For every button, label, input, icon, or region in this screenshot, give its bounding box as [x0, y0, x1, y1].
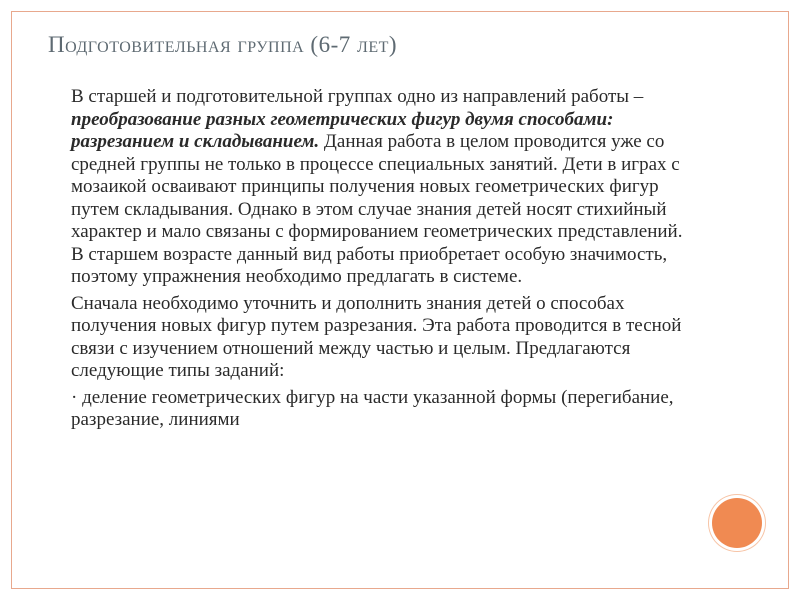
bullet-icon: [48, 91, 58, 103]
paragraph-text: Сначала необходимо уточнить и дополнить знания детей о способах получения новых фигур путем разрезания. Эта работа проводится в тесной связи с изучением отношений между частью и целым. Предлагаются следующие типы заданий:: [71, 292, 682, 381]
bullet-item: [48, 86, 696, 289]
decorative-circle: [712, 498, 762, 548]
slide-content: [48, 86, 696, 436]
bullet-icon: [48, 392, 58, 404]
bullet-item: [48, 387, 696, 432]
paragraph-text: Данная работа в целом проводится уже со средней группы не только в процессе специальных занятий. Дети в играх с мозаикой осваивают принципы получения новых геометрических фигур путем складывания. Однако в этом случае знания детей носят стихийный характер и мало связаны с формированием геометрических представлений. В старшем возрасте данный вид работы приобретает особую значимость, поэтому упражнения необходимо предлагать в системе.: [71, 131, 683, 287]
paragraph-emphasis: преобразование разных геометрических фигур двумя способами: разрезанием и складыванием.: [71, 108, 614, 152]
bullet-item: [48, 293, 696, 383]
bullet-icon: [48, 298, 58, 310]
paragraph-text: · деление геометрических фигур на части указанной формы (перегибание, разрезание, линиями: [71, 386, 674, 430]
paragraph-text: В старшей и подготовительной группах одно из направлений работы –: [71, 86, 644, 107]
slide-title: Подготовительная группа (6-7 лет): [48, 32, 398, 57]
